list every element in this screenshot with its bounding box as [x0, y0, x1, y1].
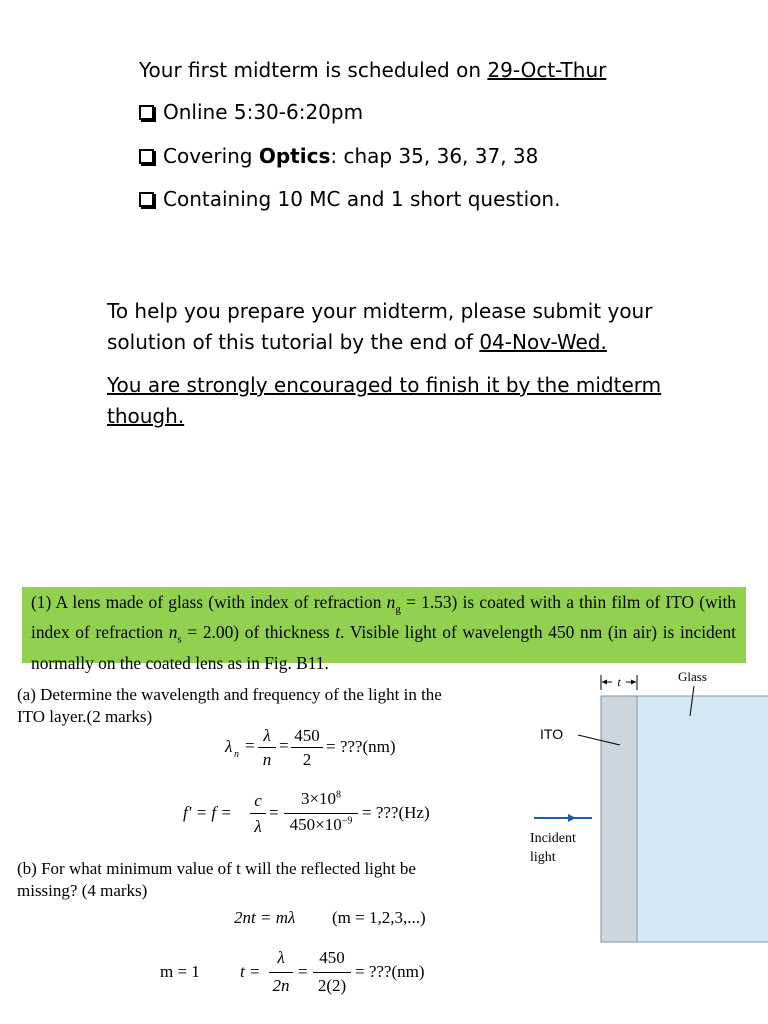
glass-block [637, 696, 768, 942]
submission-date: 04-Nov-Wed. [479, 330, 607, 354]
eq2-equals: = [269, 803, 279, 822]
eq3-result: = ???(nm) [355, 962, 425, 981]
eq3-frac-bar-2 [313, 972, 351, 973]
ito-label: ITO [540, 726, 564, 742]
eq2-num2-exp: 8 [336, 789, 342, 801]
glass-pointer-line [690, 686, 694, 716]
problem-statement [22, 587, 746, 675]
eq1-frac-bar-1 [258, 747, 276, 748]
thickness-arrowhead-left [602, 680, 607, 685]
part-a-line-2: ITO layer.(2 marks) [17, 707, 153, 726]
checkbox-icon [139, 149, 154, 164]
sub-g: g [395, 603, 401, 616]
eq1-den1: n [262, 750, 272, 769]
condition-equation: 2nt = mλ [234, 908, 296, 927]
eq2-den2-base: 450×10 [289, 815, 342, 834]
eq1-num2: 450 [294, 726, 320, 745]
encourage-paragraph [107, 370, 661, 432]
eq3-num1: λ [277, 948, 285, 967]
problem-text-2: = 1.53) is coated with a thin film of ITO (with index of refraction [31, 592, 736, 643]
eq3-num2: 450 [319, 948, 345, 967]
part-b-line-1: (b) For what minimum value of t will the reflected light be [17, 859, 416, 878]
condition-m-range: (m = 1,2,3,...) [332, 908, 426, 927]
glass-label: Glass [678, 669, 707, 684]
problem-text-1: (1) A lens made of glass (with index of refraction [31, 592, 387, 612]
eq2-result: = ???(Hz) [362, 803, 430, 822]
eq2-num2 [283, 789, 359, 809]
thickness-label: t [617, 675, 621, 689]
midterm-date: 29-Oct-Thur [487, 58, 607, 82]
eq3-frac-bar-1 [269, 972, 293, 973]
encourage-line-2: though. [107, 404, 185, 428]
checklist-item-covering [139, 143, 538, 169]
part-b-question [17, 858, 416, 902]
eq1-equals-2: = [279, 736, 289, 755]
eq3-lhs: t = [240, 962, 261, 981]
checklist-item-suffix: : chap 35, 36, 37, 38 [330, 144, 539, 168]
m-value-label: m = 1 [160, 962, 200, 981]
thickness-arrowhead-right [631, 680, 636, 685]
midterm-schedule-line [139, 57, 606, 83]
sub-s: s [177, 633, 182, 646]
eq1-frac-bar-2 [291, 747, 323, 748]
problem-statement-box [22, 587, 746, 673]
problem-text-3: = 2.00) of thickness [181, 622, 336, 643]
eq1-lhs-sub: n [234, 749, 239, 760]
checkbox-icon [139, 105, 154, 120]
encourage-line-1: You are strongly encouraged to finish it by the midterm [107, 373, 662, 397]
eq2-den2 [283, 815, 359, 835]
checklist-item-containing [139, 186, 560, 212]
eq2-frac-bar-1 [250, 813, 266, 814]
midterm-prefix: Your first midterm is scheduled on [139, 58, 488, 82]
checklist-item-prefix: Covering [163, 144, 259, 168]
incident-arrow-icon [568, 814, 576, 822]
eq3-den2: 2(2) [317, 976, 347, 995]
eq2-frac-bar-2 [284, 813, 358, 814]
checklist-item-text: Online 5:30-6:20pm [163, 100, 364, 124]
eq2-num1: c [254, 791, 262, 810]
eq2-lhs: f′ = f = [183, 803, 232, 822]
checkbox-icon [139, 192, 154, 207]
incident-label-2: light [530, 850, 556, 865]
eq3-equals: = [298, 962, 308, 981]
eq1-lhs: λ [225, 737, 233, 756]
checklist-item-text: Containing 10 MC and 1 short question. [163, 187, 561, 211]
var-t: t [335, 622, 341, 643]
var-n: n [168, 622, 178, 643]
eq3-den1: 2n [272, 976, 290, 995]
incident-label-1: Incident [530, 831, 576, 846]
prepare-line-2 [107, 327, 652, 358]
eq2-den1: λ [254, 817, 262, 836]
eq1-den2: 2 [302, 750, 312, 769]
eq1-num1: λ [263, 726, 271, 745]
ito-pointer-line [578, 735, 620, 745]
eq1-equals: = [245, 736, 255, 755]
prepare-line-1: To help you prepare your midterm, please submit your [107, 299, 653, 323]
var-n: n [386, 592, 396, 612]
part-a-question [17, 684, 442, 728]
part-b-line-2: missing? (4 marks) [17, 881, 148, 900]
eq2-den2-exp: −9 [341, 815, 353, 827]
eq1-result: = ???(nm) [326, 737, 396, 756]
prepare-line-2-text: solution of this tutorial by the end of [107, 330, 480, 354]
checklist-item-online [139, 99, 363, 125]
problem-text-4: . Visible light of wavelength 450 nm (in air) is incident normally on the coated lens as in Fig. B11. [31, 622, 736, 673]
eq2-num2-base: 3×10 [300, 789, 337, 808]
checklist-item-bold: Optics [258, 144, 331, 168]
ito-layer [601, 696, 637, 942]
part-a-line-1: (a) Determine the wavelength and frequency of the light in the [17, 685, 442, 704]
prepare-paragraph [107, 296, 652, 358]
